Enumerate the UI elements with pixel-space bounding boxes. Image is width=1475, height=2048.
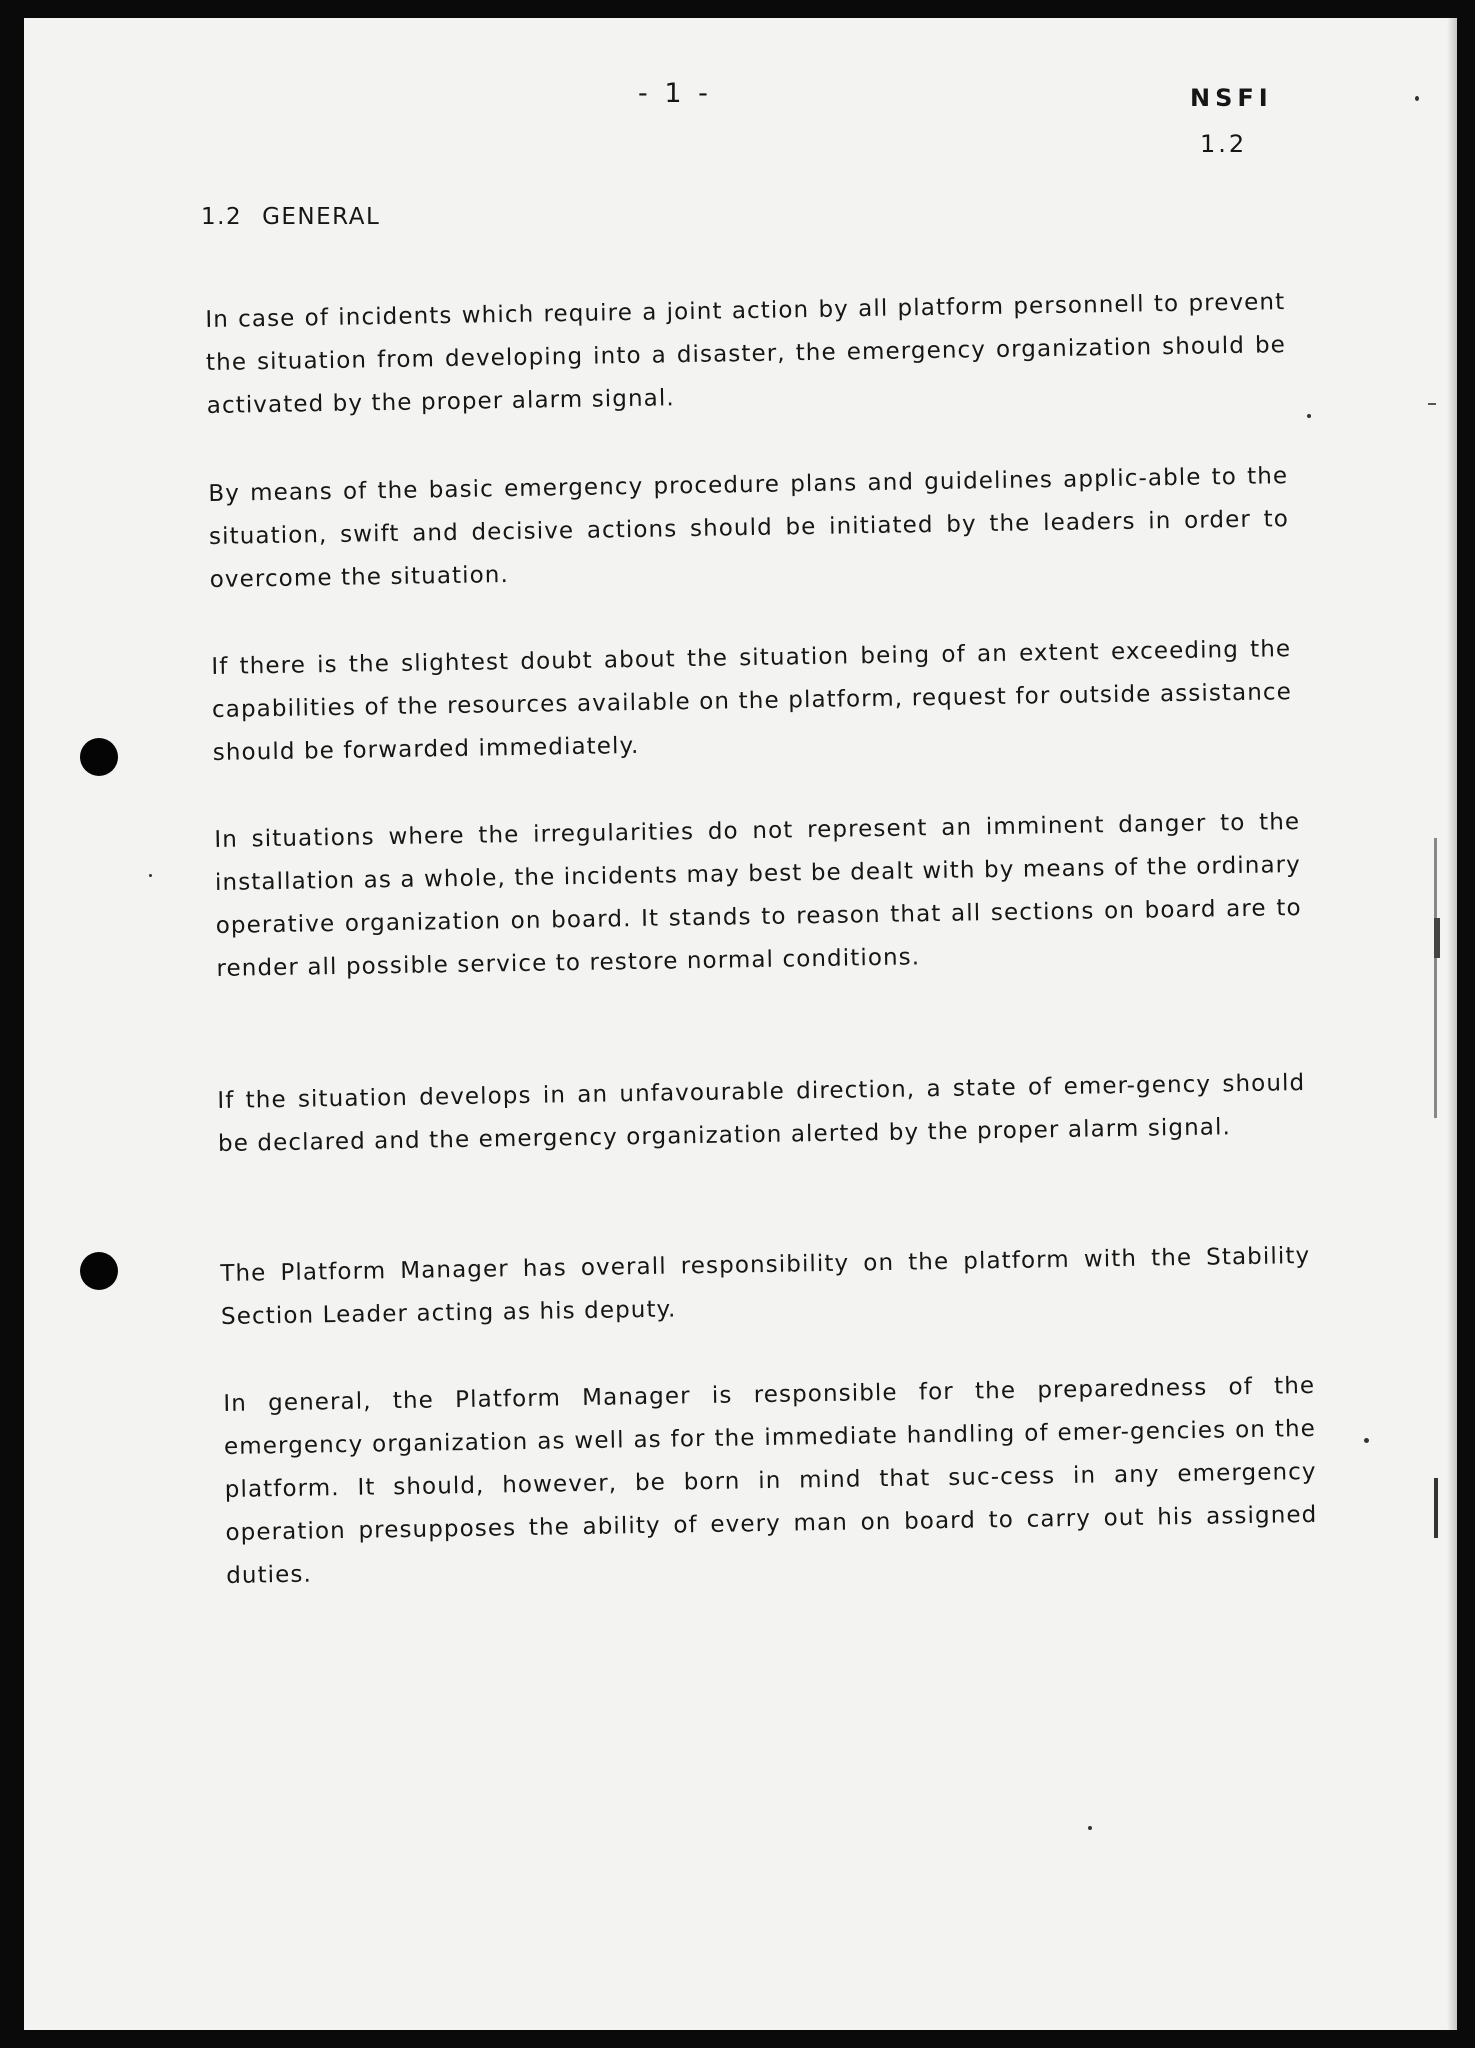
section-heading bbox=[201, 204, 380, 230]
scan-edge-mark bbox=[1434, 918, 1440, 958]
paragraph-ordinary-organization: In situations where the irregularities do not represent an imminent danger to the installation as a whole, the incidents may best be dealt with by means of the ordinary operative organization on board. It stands to reason that all sections on board are to render all possible service to restore normal conditions. bbox=[214, 808, 1302, 982]
scan-edge-mark bbox=[1428, 403, 1436, 405]
document-code: NSFI bbox=[1190, 84, 1273, 112]
scan-speck bbox=[1364, 1438, 1369, 1443]
document-section-number: 1.2 bbox=[1200, 130, 1248, 158]
scanned-page bbox=[24, 18, 1457, 2030]
scan-edge-mark bbox=[1434, 1478, 1438, 1538]
scan-speck bbox=[149, 874, 152, 877]
paragraph-state-of-emergency: If the situation develops in an unfavourable direction, a state of emer-gency should be declared and the emergency organization alerted by the proper alarm signal. bbox=[217, 1069, 1306, 1157]
scan-speck bbox=[1307, 414, 1311, 418]
paragraph-procedure-plans: By means of the basic emergency procedure plans and guidelines applic-able to the situation, swift and decisive actions should be initiated by the leaders in order to overcome the situation. bbox=[208, 463, 1290, 593]
paragraph-alarm-activation: In case of incidents which require a joint action by all platform personnell to prevent the situation from developing into a disaster, the emergency organization should be activated by the proper alarm signal. bbox=[205, 289, 1287, 419]
scan-edge-mark bbox=[1434, 838, 1437, 1118]
paragraph-platform-manager: The Platform Manager has overall responsibility on the platform with the Stability Section Leader acting as his deputy. bbox=[220, 1242, 1311, 1330]
section-title: GENERAL bbox=[262, 204, 381, 230]
section-number: 1.2 bbox=[201, 204, 243, 230]
paragraph-preparedness: In general, the Platform Manager is responsible for the preparedness of the emergency organization as well as for the immediate handling of emer-gencies on the platform. It should, however, be born in mind that suc-cess in any emergency operation presupposes the ability of every man on board to carry out his assigned duties. bbox=[223, 1372, 1318, 1589]
paragraph-outside-assistance: If there is the slightest doubt about the situation being of an extent exceeding the capabilities of the resources available on the platform, request for outside assistance should be forwarded immediately. bbox=[211, 636, 1293, 766]
scan-shadow bbox=[1447, 18, 1457, 2030]
scan-speck bbox=[1415, 96, 1419, 101]
punch-hole bbox=[80, 1252, 118, 1290]
punch-hole bbox=[80, 738, 118, 776]
page-number: - 1 - bbox=[638, 78, 712, 109]
scan-speck bbox=[1088, 1826, 1092, 1830]
